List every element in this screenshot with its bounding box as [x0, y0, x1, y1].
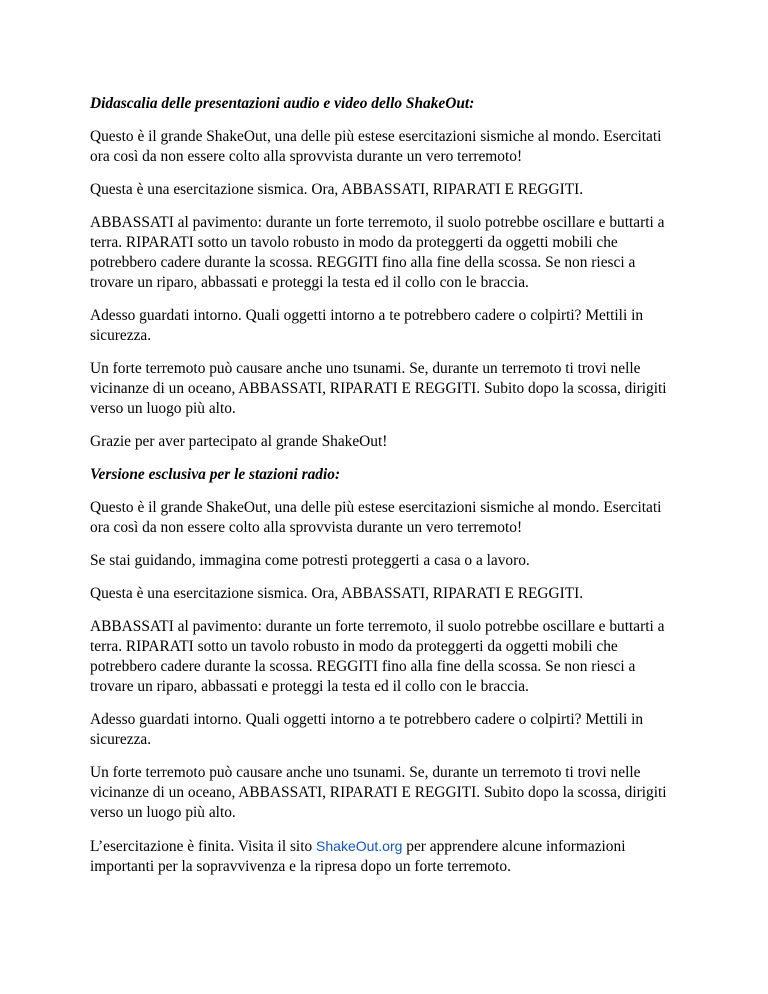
paragraph: Questa è una esercitazione sismica. Ora, ABBASSATI, RIPARATI E REGGITI. [90, 181, 584, 198]
closing-paragraph [90, 836, 680, 877]
document-page [90, 94, 680, 890]
paragraph: Adesso guardati intorno. Quali oggetti intorno a te potrebbero cadere o colpirti? Mettili in sicurezza. [90, 711, 644, 748]
paragraph: Questa è una esercitazione sismica. Ora, ABBASSATI, RIPARATI E REGGITI. [90, 585, 584, 602]
paragraph: Un forte terremoto può causare anche uno tsunami. Se, durante un terremoto ti trovi nelle vicinanze di un oceano, ABBASSATI, RIPARATI E REGGITI. Subito dopo la scossa, dirigiti verso un luogo più alto. [90, 764, 667, 821]
paragraph: Adesso guardati intorno. Quali oggetti intorno a te potrebbero cadere o colpirti? Mettili in sicurezza. [90, 307, 644, 344]
closing-text-after: per apprendere alcune informazioni importanti per la sopravvivenza e la ripresa dopo un forte terremoto. [90, 838, 626, 875]
paragraph: ABBASSATI al pavimento: durante un forte terremoto, il suolo potrebbe oscillare e buttarti a terra. RIPARATI sotto un tavolo robusto in modo da proteggerti da oggetti mobili che potrebbero cadere durante la scossa. REGGITI fino alla fine della scossa. Se non riesci a trovare un riparo, abbassati e proteggi la testa ed il collo con le braccia. [90, 214, 665, 291]
section-heading-presentations: Didascalia delle presentazioni audio e video dello ShakeOut: [90, 95, 475, 112]
closing-text-before: L’esercitazione è finita. Visita il sito [90, 838, 317, 855]
shakeout-link[interactable]: ShakeOut.org [316, 838, 403, 854]
paragraph: Grazie per aver partecipato al grande ShakeOut! [90, 433, 388, 450]
paragraph: Se stai guidando, immagina come potresti proteggerti a casa o a lavoro. [90, 552, 530, 569]
section-heading-radio: Versione esclusiva per le stazioni radio: [90, 466, 341, 483]
paragraph: ABBASSATI al pavimento: durante un forte terremoto, il suolo potrebbe oscillare e buttarti a terra. RIPARATI sotto un tavolo robusto in modo da proteggerti da oggetti mobili che potrebbero cadere durante la scossa. REGGITI fino alla fine della scossa. Se non riesci a trovare un riparo, abbassati e proteggi la testa ed il collo con le braccia. [90, 618, 665, 695]
paragraph: Un forte terremoto può causare anche uno tsunami. Se, durante un terremoto ti trovi nelle vicinanze di un oceano, ABBASSATI, RIPARATI E REGGITI. Subito dopo la scossa, dirigiti verso un luogo più alto. [90, 360, 667, 417]
paragraph: Questo è il grande ShakeOut, una delle più estese esercitazioni sismiche al mondo. Esercitati ora così da non essere colto alla sprovvista durante un vero terremoto! [90, 499, 662, 536]
paragraph: Questo è il grande ShakeOut, una delle più estese esercitazioni sismiche al mondo. Esercitati ora così da non essere colto alla sprovvista durante un vero terremoto! [90, 128, 662, 165]
